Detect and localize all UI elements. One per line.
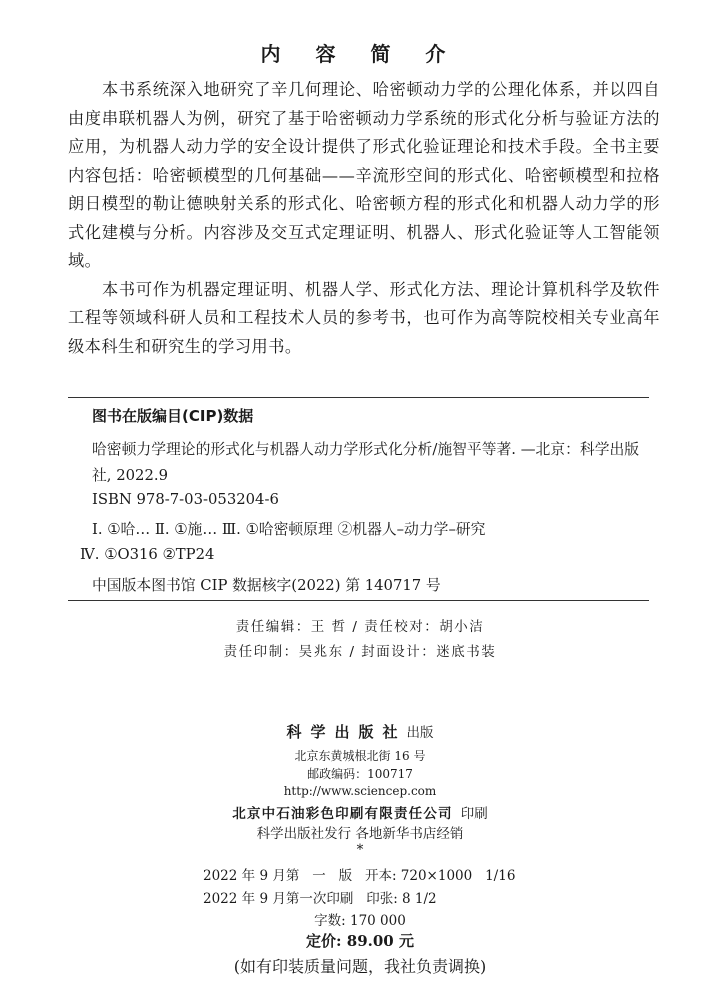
printer-line: [0, 802, 720, 822]
printer-action: 印刷: [460, 806, 488, 822]
production-credits: 责任印制：吴兆东 / 封面设计：迷底书装: [223, 644, 497, 660]
publisher-address: 北京东黄城根北街 16 号: [294, 749, 426, 763]
quality-notice: (如有印装质量问题，我社负责调换): [233, 957, 487, 976]
summary-paragraph: 本书系统深入地研究了辛几何理论、哈密顿动力学的公理化体系，并以四自由度串联机器人为例，研究了基于哈密顿动力学系统的形式化分析与验证方法的应用，为机器人动力学的安全设计提供了形式化验证理论和技术手段。全书主要内容包括：哈密顿模型的几何基础——辛流形空间的形式化、哈密顿模型和拉格朗日模型的勒让德映射关系的形式化、哈密顿方程的形式化和机器人动力学的形式化建模与分析。内容涉及交互式定理证明、机器人、形式化验证等人工智能领域。: [68, 80, 660, 270]
cip-heading: 图书在版编目(CIP)数据: [92, 407, 254, 425]
cip-classification: Ⅰ. ①哈… Ⅱ. ①施… Ⅲ. ①哈密顿原理 ②机器人–动力学–研究: [92, 521, 486, 538]
publisher-line: [0, 721, 720, 742]
publisher-name: 科学出版社: [286, 723, 407, 741]
summary-title: 内 容 简 介: [260, 42, 460, 66]
price-value: 89.00: [346, 932, 394, 950]
printing-line: 2022 年 9 月第一次印刷 印张: 8 1/2: [203, 891, 437, 907]
cip-top-divider: [68, 397, 649, 398]
printer-name: 北京中石油彩色印刷有限责任公司: [232, 806, 453, 822]
price-line: [0, 930, 720, 951]
distribution-line: 科学出版社发行 各地新华书店经销: [256, 826, 464, 842]
separator-asterisk: *: [356, 842, 364, 858]
summary-body: [68, 76, 660, 361]
price-unit: 元: [393, 932, 414, 950]
summary-paragraph: 本书可作为机器定理证明、机器人学、形式化方法、理论计算机科学及软件工程等领域科研人员和工程技术人员的参考书，也可作为高等院校相关专业高年级本科生和研究生的学习用书。: [68, 279, 660, 356]
cip-bottom-divider: [68, 600, 649, 601]
publisher-website: http://www.sciencep.com: [283, 784, 437, 798]
cip-record-number: 中国版本图书馆 CIP 数据核字(2022) 第 140717 号: [92, 577, 441, 594]
price-label: 定价:: [306, 932, 347, 950]
publisher-action: 出版: [406, 725, 434, 741]
word-count: 字数: 170 000: [314, 913, 406, 929]
cip-classification-codes: Ⅳ. ①O316 ②TP24: [80, 546, 215, 563]
cip-isbn: ISBN 978-7-03-053204-6: [92, 491, 279, 508]
cip-description: 哈密顿力学理论的形式化与机器人动力学形式化分析/施智平等著. —北京：科学出版社, 2022.9: [92, 441, 640, 484]
responsible-editors: 责任编辑：王 哲 / 责任校对：胡小洁: [235, 619, 485, 635]
edition-line: 2022 年 9 月第 一 版 开本: 720×1000 1/16: [203, 868, 516, 884]
publisher-postcode: 邮政编码：100717: [307, 767, 413, 781]
